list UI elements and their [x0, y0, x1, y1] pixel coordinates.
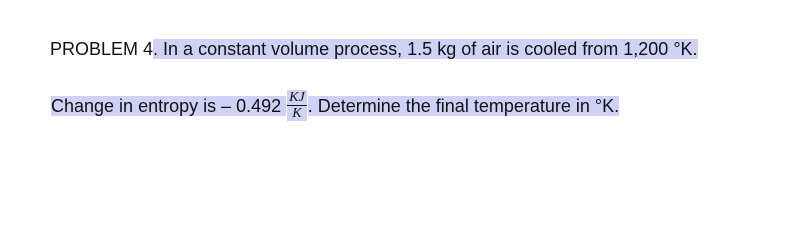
- unit-numerator: KJ: [289, 90, 305, 105]
- problem-statement-line-1: [50, 37, 698, 61]
- entropy-value: – 0.492: [221, 96, 287, 117]
- problem-label: PROBLEM 4: [50, 39, 154, 59]
- question-text: . Determine the final temperature in °K.: [307, 96, 620, 117]
- entropy-unit-fraction: [287, 90, 307, 121]
- entropy-label: Change in entropy is: [51, 96, 222, 117]
- problem-statement-line-2: [51, 92, 619, 123]
- unit-denominator: K: [292, 106, 302, 121]
- problem-text-highlighted: . In a constant volume process, 1.5 kg of air is cooled from 1,200 °K.: [153, 39, 698, 59]
